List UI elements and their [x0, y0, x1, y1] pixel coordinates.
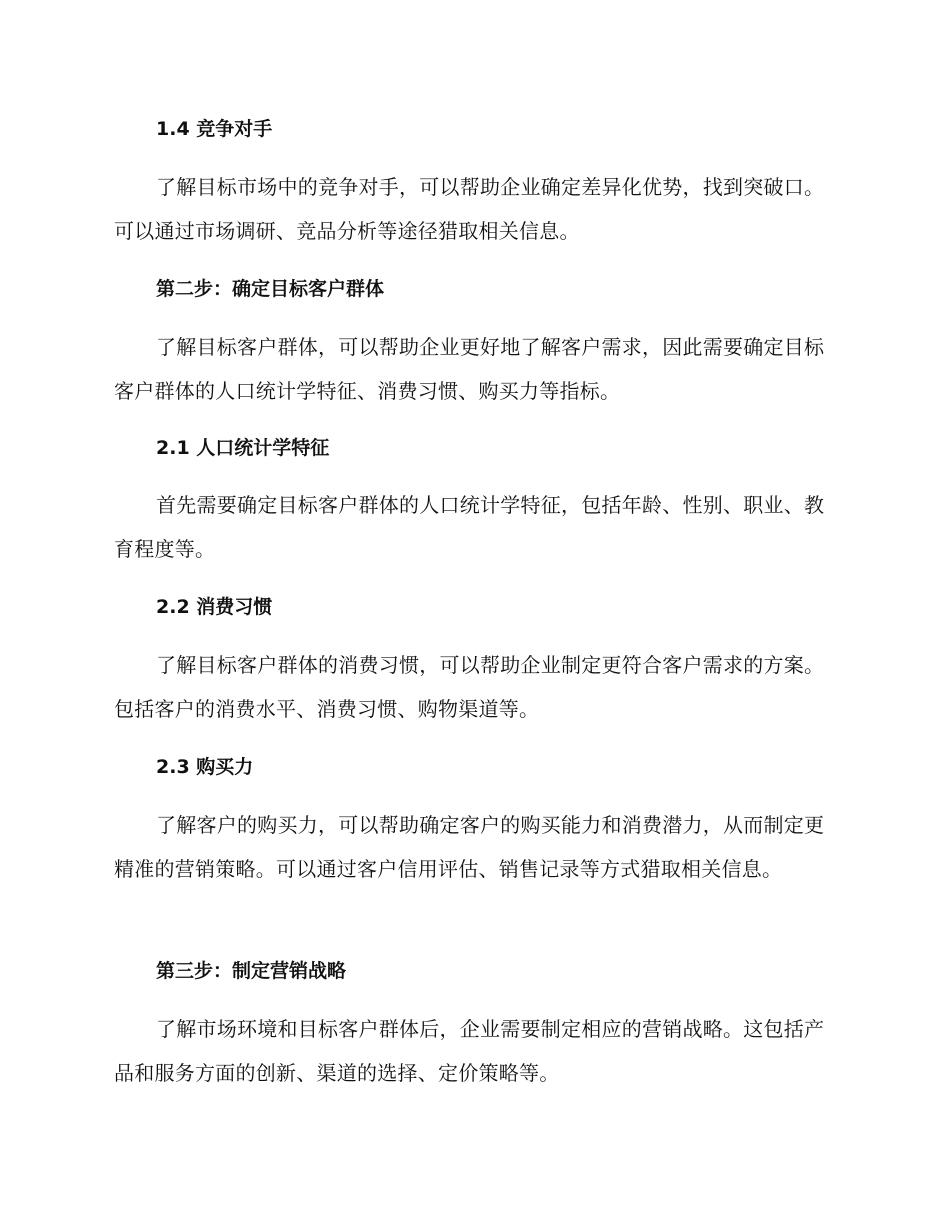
section-heading-purchasing-power: 2.3 购买力: [156, 756, 254, 778]
section-body-consumption-habits: 了解目标客户群体的消费习惯，可以帮助企业制定更符合客户需求的方案。包括客户的消费水平、消费习惯、购物渠道等。: [114, 653, 825, 721]
section-heading-competitors: 1.4 竞争对手: [156, 118, 273, 140]
section-body-purchasing-power: 了解客户的购买力，可以帮助确定客户的购买能力和消费潜力，从而制定更精准的营销策略。可以通过客户信用评估、销售记录等方式猎取相关信息。: [114, 813, 825, 881]
section-body-competitors: 了解目标市场中的竞争对手，可以帮助企业确定差异化优势，找到突破口。可以通过市场调研、竞品分析等途径猎取相关信息。: [114, 175, 825, 243]
section-heading-step-three: 第三步：制定营销战略: [156, 960, 347, 982]
section-body-demographics: 首先需要确定目标客户群体的人口统计学特征，包括年龄、性别、职业、教育程度等。: [114, 493, 825, 561]
section-heading-demographics: 2.1 人口统计学特征: [156, 437, 330, 459]
section-body-step-two: 了解目标客户群体，可以帮助企业更好地了解客户需求，因此需要确定目标客户群体的人口统计学特征、消费习惯、购买力等指标。: [114, 335, 825, 403]
section-heading-step-two: 第二步：确定目标客户群体: [156, 278, 385, 300]
section-body-step-three: 了解市场环境和目标客户群体后，企业需要制定相应的营销战略。这包括产品和服务方面的创新、渠道的选择、定价策略等。: [114, 1017, 825, 1085]
section-heading-consumption-habits: 2.2 消费习惯: [156, 596, 273, 618]
